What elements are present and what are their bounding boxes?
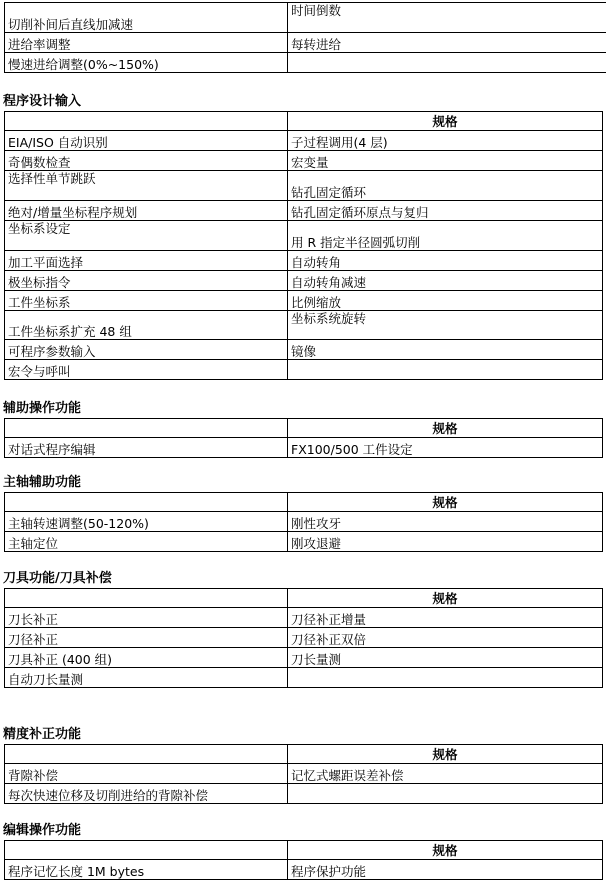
spec-cell: FX100/500 工件设定 [288,438,603,458]
programming-input-table [4,111,603,380]
table-header-row [5,419,603,438]
table-row [5,271,603,291]
spec-cell: 宏令与呼叫 [5,360,288,380]
spec-cell: 坐标系设定 [5,221,288,251]
header-blank-cell [5,112,288,131]
spec-cell: 可程序参数输入 [5,340,288,360]
spec-cell: 主轴定位 [5,532,288,552]
header-blank-cell [5,745,288,764]
section-title: 编辑操作功能 [3,823,82,838]
spec-cell: 刀径补正双倍 [288,628,603,648]
spec-cell: 加工平面选择 [5,251,288,271]
spec-cell: 用 R 指定半径圆弧切削 [288,221,603,251]
spec-cell: 自动转角 [288,251,603,271]
spec-cell: 工件坐标系 [5,291,288,311]
table-row [5,171,603,201]
section-title: 刀具功能/刀具补偿 [3,571,112,586]
spec-cell: 坐标系统旋转 [288,311,603,340]
table-row [5,784,603,804]
spec-cell: 自动转角减速 [288,271,603,291]
table-header-row [5,112,603,131]
spec-header: 规格 [288,841,603,860]
spec-cell: 刀具补正 (400 组) [5,648,288,668]
spec-cell: 程序保护功能 [288,860,603,880]
spec-header: 规格 [288,589,603,608]
table-row [5,201,603,221]
header-blank-cell [5,419,288,438]
spec-cell: 绝对/增量坐标程序规划 [5,201,288,221]
table-row [5,648,603,668]
spec-cell: 时间倒数 [288,3,606,33]
spec-header: 规格 [288,112,603,131]
spec-cell: 进给率调整 [5,33,288,53]
table-row [5,340,603,360]
table-row [5,860,603,880]
section-title: 主轴辅助功能 [3,475,82,490]
table-row [5,3,606,33]
auxiliary-operation-table [4,418,603,458]
top-spec-table [4,2,606,73]
header-blank-cell [5,841,288,860]
spec-header: 规格 [288,419,603,438]
spec-cell: 自动刀长量测 [5,668,288,688]
table-row [5,33,606,53]
spec-header: 规格 [288,493,603,512]
spec-cell: 刀径补正增量 [288,608,603,628]
spec-cell: 切削补间后直线加减速 [5,3,288,33]
table-row [5,151,603,171]
spec-cell: 刀径补正 [5,628,288,648]
spec-cell: 极坐标指令 [5,271,288,291]
spec-cell: EIA/ISO 自动识别 [5,131,288,151]
spec-cell: 背隙补偿 [5,764,288,784]
table-row [5,668,603,688]
spec-header: 规格 [288,745,603,764]
spec-cell: 每次快速位移及切削进给的背隙补偿 [5,784,288,804]
table-row [5,311,603,340]
edit-operation-table [4,840,603,880]
spec-cell: 慢速进给调整(0%~150%) [5,53,288,73]
table-row [5,53,606,73]
tool-compensation-table [4,588,603,688]
spec-cell: 镜像 [288,340,603,360]
table-header-row [5,745,603,764]
spec-cell: 对话式程序编辑 [5,438,288,458]
table-row [5,251,603,271]
table-row [5,608,603,628]
spec-cell: 宏变量 [288,151,603,171]
table-row [5,512,603,532]
table-row [5,628,603,648]
spec-cell: 钻孔固定循环 [288,171,603,201]
spec-cell: 比例缩放 [288,291,603,311]
section-title: 程序设计输入 [3,94,82,109]
accuracy-compensation-table [4,744,603,804]
spec-cell: 刀长补正 [5,608,288,628]
table-row [5,221,603,251]
table-header-row [5,493,603,512]
spec-cell: 奇偶数检查 [5,151,288,171]
table-header-row [5,589,603,608]
spec-cell: 主轴转速调整(50-120%) [5,512,288,532]
table-row [5,532,603,552]
header-blank-cell [5,493,288,512]
section-title: 辅助操作功能 [3,401,82,416]
spindle-aux-table [4,492,603,552]
spec-cell: 记忆式螺距误差补偿 [288,764,603,784]
table-header-row [5,841,603,860]
table-row [5,764,603,784]
spec-cell: 钻孔固定循环原点与复归 [288,201,603,221]
spec-cell [288,784,603,804]
table-row [5,438,603,458]
spec-cell [288,53,606,73]
spec-cell: 刀长量测 [288,648,603,668]
section-title: 精度补正功能 [3,727,82,742]
spec-cell: 刚性攻牙 [288,512,603,532]
table-row [5,360,603,380]
spec-cell: 刚攻退避 [288,532,603,552]
spec-cell: 每转进给 [288,33,606,53]
spec-cell [288,360,603,380]
header-blank-cell [5,589,288,608]
spec-cell: 子过程调用(4 层) [288,131,603,151]
table-row [5,131,603,151]
spec-cell: 选择性单节跳跃 [5,171,288,201]
spec-cell [288,668,603,688]
spec-cell: 工件坐标系扩充 48 组 [5,311,288,340]
spec-cell: 程序记忆长度 1M bytes [5,860,288,880]
table-row [5,291,603,311]
